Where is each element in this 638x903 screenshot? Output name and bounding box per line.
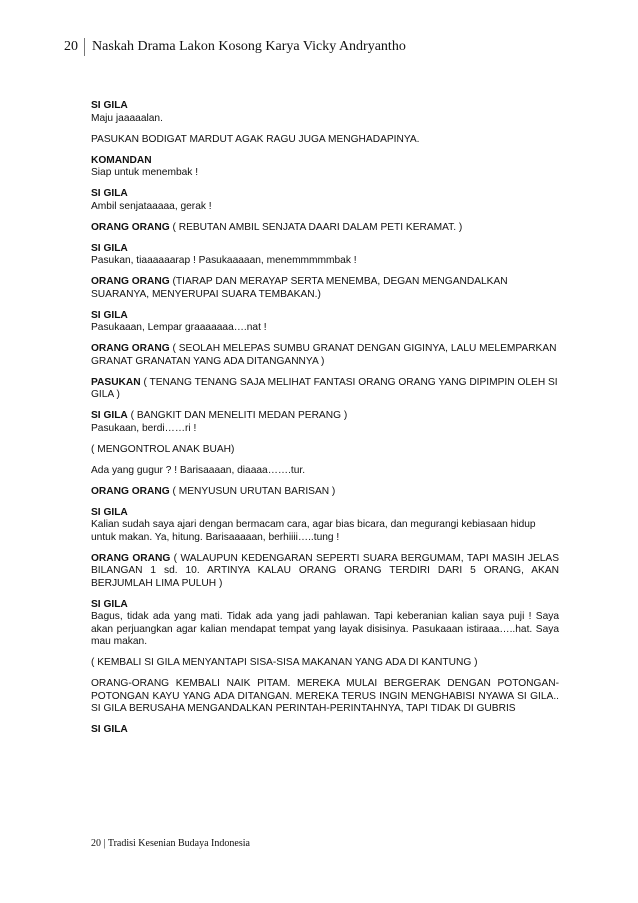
speaker-name: SI GILA (91, 242, 128, 254)
speaker-name: SI GILA (91, 410, 128, 421)
dialog-line: Siap untuk menembak ! (91, 167, 199, 178)
stage-direction: ( WALAUPUN KEDENGARAN SEPERTI SUARA BERGUMAM, TAPI MASIH JELAS BILANGAN 1 sd. 10. ARTINYA KALAU ORANG ORANG TERDIRI DARI 5 ORANG, AKAN BERJUMLAH LIMA PULUH ) (91, 552, 559, 589)
page-footer: 20 | Tradisi Kesenian Budaya Indonesia (91, 838, 250, 849)
script-block (91, 657, 559, 670)
stage-direction: PASUKAN BODIGAT MARDUT AGAK RAGU JUGA MENGHADAPINYA. (91, 133, 420, 145)
speaker-name: SI GILA (91, 506, 128, 518)
script-block (91, 343, 559, 368)
stage-direction: ( REBUTAN AMBIL SENJATA DAARI DALAM PETI KERAMAT. ) (169, 221, 463, 233)
script-block (91, 188, 559, 213)
stage-direction: ( SEOLAH MELEPAS SUMBU GRANAT DENGAN GIGINYA, LALU MELEMPARKAN GRANAT GRANATAN YANG ADA DITANGANNYA ) (91, 343, 557, 367)
script-block (91, 310, 559, 335)
script-body (91, 100, 559, 745)
script-block (91, 599, 559, 649)
dialog-line: Kalian sudah saya ajari dengan bermacam cara, agar bias bicara, dan megurangi kebiasaan hidup untuk makan. Ya, hitung. Barisaaaaan, berhiiii…..tung ! (91, 519, 536, 543)
script-block (91, 410, 559, 435)
dialog-line: Pasukaaan, Lempar graaaaaaa….nat ! (91, 322, 267, 333)
dialog-line: Bagus, tidak ada yang mati. Tidak ada yang jadi pahlawan. Tapi keberanian kalian saya puji ! Saya akan perjuangkan agar kalian mendapat tempat yang layak disisinya. Pasukaaan istiraaa…..hat. Saya mau makan. (91, 611, 559, 647)
speaker-name: ORANG ORANG (91, 485, 170, 497)
speaker-name: SI GILA (91, 309, 128, 321)
script-block (91, 724, 559, 737)
dialog-line: Pasukan, tiaaaaaarap ! Pasukaaaaan, menemmmmmbak ! (91, 255, 357, 266)
script-block (91, 444, 559, 457)
speaker-name: ORANG ORANG (91, 276, 170, 287)
speaker-name: SI GILA (91, 598, 128, 610)
script-block (91, 100, 559, 125)
speaker-name: SI GILA (91, 724, 128, 735)
script-block (91, 486, 559, 499)
stage-direction: ( BANGKIT DAN MENELITI MEDAN PERANG ) (127, 410, 348, 421)
stage-direction: (TIARAP DAN MERAYAP SERTA MENEMBA, DEGAN MENGANDALKAN SUARANYA, MENYERUPAI SUARA TEMBAKAN.) (91, 276, 508, 300)
dialog-line: Maju jaaaaalan. (91, 112, 163, 124)
script-block (91, 465, 559, 478)
stage-direction: ( KEMBALI SI GILA MENYANTAPI SISA-SISA MAKANAN YANG ADA DI KANTUNG ) (91, 657, 478, 668)
speaker-name: PASUKAN (91, 376, 141, 388)
header-page-number: 20 (64, 39, 78, 54)
page-header (64, 38, 406, 56)
script-block (91, 276, 559, 301)
speaker-name: ORANG ORANG (91, 221, 170, 233)
header-divider (84, 38, 85, 56)
speaker-name: SI GILA (91, 100, 128, 111)
script-block (91, 377, 559, 402)
script-block (91, 222, 559, 235)
header-title: Naskah Drama Lakon Kosong Karya Vicky Andryantho (92, 39, 406, 54)
script-block (91, 678, 559, 716)
speaker-name: ORANG ORANG (91, 343, 170, 354)
speaker-name: KOMANDAN (91, 154, 152, 166)
script-block (91, 243, 559, 268)
stage-direction: ( MENYUSUN URUTAN BARISAN ) (169, 485, 336, 497)
script-block (91, 155, 559, 180)
speaker-name: SI GILA (91, 188, 128, 199)
stage-direction: ( MENGONTROL ANAK BUAH) (91, 443, 235, 455)
dialog-line: Pasukaan, berdi……ri ! (91, 422, 197, 434)
stage-direction: ORANG-ORANG KEMBALI NAIK PITAM. MEREKA MULAI BERGERAK DENGAN POTONGAN-POTONGAN KAYU YANG ADA DITANGAN. MEREKA TERUS INGIN MENGHABISI NYAWA SI GILA.. SI GILA BERUSAHA MENGANDALKAN PERINTAH-PERINTAHNYA, TAPI TIDAK DI GUBRIS (91, 678, 559, 714)
speaker-name: ORANG ORANG (91, 552, 171, 564)
script-block (91, 553, 559, 591)
stage-direction: Ada yang gugur ? ! Barisaaaan, diaaaa…….tur. (91, 464, 306, 476)
stage-direction: ( TENANG TENANG SAJA MELIHAT FANTASI ORANG ORANG YANG DIPIMPIN OLEH SI GILA ) (91, 376, 558, 400)
dialog-line: Ambil senjataaaaa, gerak ! (91, 200, 212, 212)
script-block (91, 134, 559, 147)
script-block (91, 507, 559, 545)
